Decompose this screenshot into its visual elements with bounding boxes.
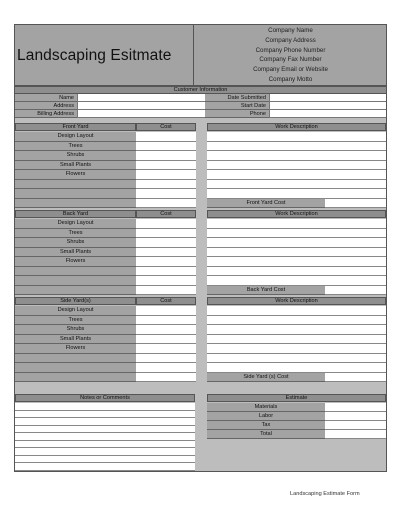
side-item-label	[15, 354, 136, 364]
front-item-label: Small Plants	[15, 161, 136, 171]
back-cost-field[interactable]	[136, 238, 196, 248]
back-yard-heading: Back Yard	[15, 210, 136, 218]
start-date-field[interactable]	[269, 102, 386, 110]
front-yard-heading: Front Yard	[15, 123, 136, 131]
back-cost-field[interactable]	[136, 229, 196, 239]
back-item-label: Flowers	[15, 257, 136, 267]
phone-field[interactable]	[269, 110, 386, 118]
back-item-label: Small Plants	[15, 248, 136, 258]
front-cost-field[interactable]	[136, 170, 196, 180]
front-cost-field[interactable]	[136, 151, 196, 161]
estimate-row-label: Materials	[207, 403, 325, 412]
date-submitted-label: Date Submitted	[205, 94, 269, 102]
side-work-line[interactable]	[207, 335, 386, 345]
notes-line[interactable]	[15, 411, 195, 419]
estimate-heading: Estimate	[207, 394, 386, 402]
notes-heading: Notes or Comments	[15, 394, 195, 402]
back-total-label: Back Yard Cost	[207, 286, 325, 296]
estimate-row-label: Total	[207, 430, 325, 439]
side-work-line[interactable]	[207, 325, 386, 335]
side-cost-field[interactable]	[136, 373, 196, 383]
billing-address-field[interactable]	[77, 110, 205, 118]
side-cost-heading: Cost	[136, 297, 196, 305]
back-cost-field[interactable]	[136, 286, 196, 296]
front-cost-field[interactable]	[136, 189, 196, 199]
notes-line[interactable]	[15, 463, 195, 471]
company-motto: Company Motto	[268, 75, 313, 83]
front-work-description-heading: Work Description	[207, 123, 386, 131]
side-cost-field[interactable]	[136, 363, 196, 373]
estimate-value-field[interactable]	[325, 421, 386, 430]
side-item-label	[15, 363, 136, 373]
back-work-line[interactable]	[207, 229, 386, 239]
footer-text: Landscaping Estimate Form	[290, 491, 360, 497]
back-work-description-heading: Work Description	[207, 210, 386, 218]
side-cost-field[interactable]	[136, 325, 196, 335]
name-label: Name	[15, 94, 77, 102]
side-work-description-heading: Work Description	[207, 297, 386, 305]
front-cost-heading: Cost	[136, 123, 196, 131]
front-item-label: Shrubs	[15, 151, 136, 161]
front-work-line[interactable]	[207, 142, 386, 152]
back-item-label	[15, 276, 136, 286]
notes-line[interactable]	[15, 441, 195, 449]
side-item-label: Shrubs	[15, 325, 136, 335]
front-work-line[interactable]	[207, 161, 386, 171]
customer-info-heading: Customer Information	[15, 86, 386, 94]
back-cost-field[interactable]	[136, 248, 196, 258]
company-info	[195, 26, 386, 85]
back-cost-field[interactable]	[136, 267, 196, 277]
date-submitted-field[interactable]	[269, 94, 386, 102]
back-item-label: Design Layout	[15, 219, 136, 229]
estimate-row-label: Labor	[207, 412, 325, 421]
side-cost-field[interactable]	[136, 335, 196, 345]
address-field[interactable]	[77, 102, 205, 110]
estimate-value-field[interactable]	[325, 412, 386, 421]
side-item-label	[15, 373, 136, 383]
back-work-line[interactable]	[207, 276, 386, 286]
estimate-value-field[interactable]	[325, 430, 386, 439]
form-header	[15, 25, 386, 86]
back-cost-field[interactable]	[136, 257, 196, 267]
back-work-line[interactable]	[207, 248, 386, 258]
back-item-label: Shrubs	[15, 238, 136, 248]
estimate-value-field[interactable]	[325, 403, 386, 412]
front-item-label: Trees	[15, 142, 136, 152]
front-work-line[interactable]	[207, 180, 386, 190]
back-item-label: Trees	[15, 229, 136, 239]
side-yard-heading: Side Yard(s)	[15, 297, 136, 305]
back-work-line[interactable]	[207, 257, 386, 267]
back-item-label	[15, 286, 136, 296]
phone-label: Phone	[205, 110, 269, 118]
side-item-label: Flowers	[15, 344, 136, 354]
front-item-label	[15, 199, 136, 209]
side-cost-field[interactable]	[136, 306, 196, 316]
side-total-field[interactable]	[325, 373, 386, 383]
back-cost-field[interactable]	[136, 276, 196, 286]
back-work-line[interactable]	[207, 238, 386, 248]
back-cost-heading: Cost	[136, 210, 196, 218]
front-cost-field[interactable]	[136, 199, 196, 209]
side-cost-field[interactable]	[136, 344, 196, 354]
back-work-line[interactable]	[207, 219, 386, 229]
front-item-label: Design Layout	[15, 132, 136, 142]
back-cost-field[interactable]	[136, 219, 196, 229]
company-phone: Company Phone Number	[255, 46, 326, 54]
side-item-label: Small Plants	[15, 335, 136, 345]
side-work-line[interactable]	[207, 363, 386, 373]
name-field[interactable]	[77, 94, 205, 102]
address-label: Address	[15, 102, 77, 110]
company-fax: Company Fax Number	[259, 56, 322, 64]
estimate-form	[14, 24, 387, 472]
front-total-field[interactable]	[325, 199, 386, 209]
front-cost-field[interactable]	[136, 161, 196, 171]
front-work-line[interactable]	[207, 132, 386, 142]
company-email: Company Email or Website	[253, 66, 328, 74]
notes-line[interactable]	[15, 448, 195, 456]
side-total-label: Side Yard (s) Cost	[207, 373, 325, 383]
company-name: Company Name	[268, 27, 313, 34]
front-item-label	[15, 189, 136, 199]
front-work-line[interactable]	[207, 151, 386, 161]
notes-line[interactable]	[15, 403, 195, 411]
company-address: Company Address	[265, 36, 316, 44]
notes-line[interactable]	[15, 433, 195, 441]
billing-address-label: Billing Address	[15, 110, 77, 118]
front-cost-field[interactable]	[136, 180, 196, 190]
side-item-label: Design Layout	[15, 306, 136, 316]
back-item-label	[15, 267, 136, 277]
front-item-label	[15, 180, 136, 190]
front-cost-field[interactable]	[136, 142, 196, 152]
side-work-line[interactable]	[207, 316, 386, 326]
front-item-label: Flowers	[15, 170, 136, 180]
notes-line[interactable]	[15, 456, 195, 464]
side-item-label: Trees	[15, 316, 136, 326]
notes-line[interactable]	[15, 426, 195, 434]
form-title: Landscaping Esitmate	[15, 25, 194, 86]
back-work-line[interactable]	[207, 267, 386, 277]
estimate-row-label: Tax	[207, 421, 325, 430]
front-cost-field[interactable]	[136, 132, 196, 142]
front-work-line[interactable]	[207, 189, 386, 199]
side-work-line[interactable]	[207, 306, 386, 316]
notes-line[interactable]	[15, 418, 195, 426]
side-cost-field[interactable]	[136, 354, 196, 364]
start-date-label: Start Date	[205, 102, 269, 110]
back-total-field[interactable]	[325, 286, 386, 296]
side-work-line[interactable]	[207, 344, 386, 354]
front-total-label: Front Yard Cost	[207, 199, 325, 209]
side-work-line[interactable]	[207, 354, 386, 364]
front-work-line[interactable]	[207, 170, 386, 180]
side-cost-field[interactable]	[136, 316, 196, 326]
